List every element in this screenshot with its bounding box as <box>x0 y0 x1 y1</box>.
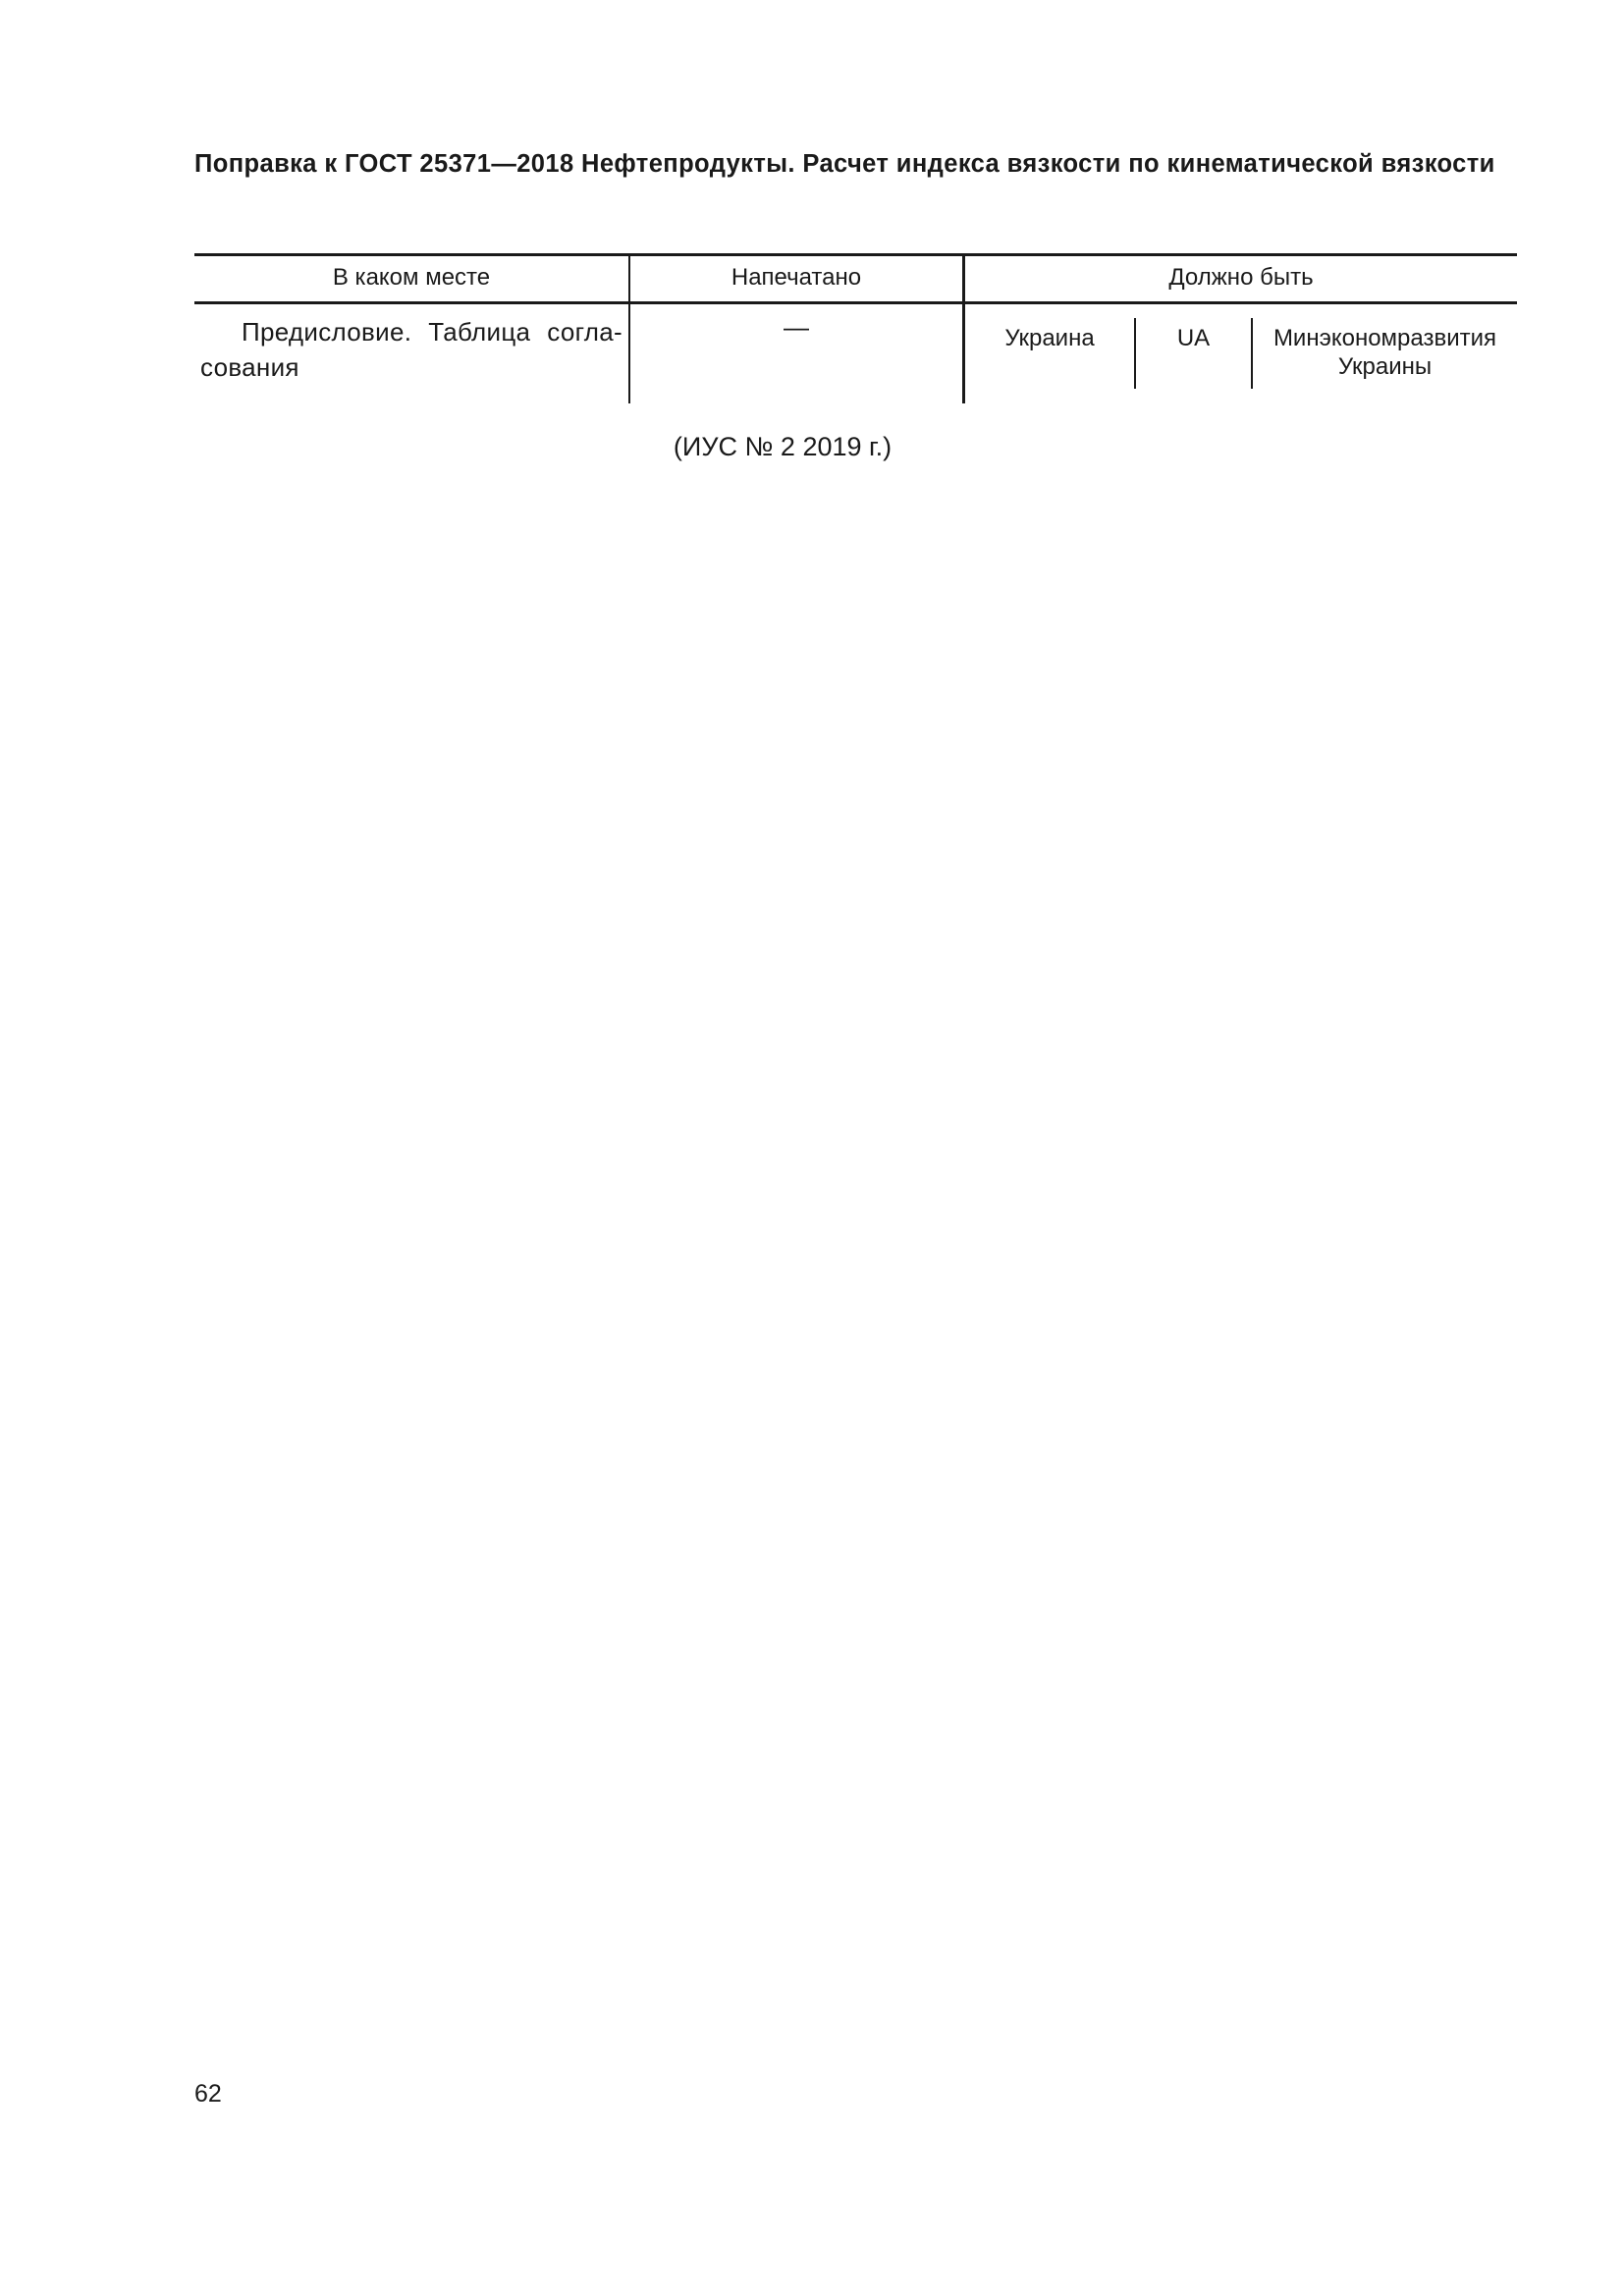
header-printed: Напечатано <box>731 264 862 291</box>
cell-agency: Минэкономразвития Украины <box>1272 325 1497 380</box>
header-place: В каком месте <box>332 264 491 291</box>
header-should-be: Должно быть <box>1168 264 1314 291</box>
table-header-rule <box>194 301 1517 304</box>
amendment-table <box>194 253 1517 403</box>
table-top-rule <box>194 253 1517 256</box>
cell-printed: — <box>784 312 809 342</box>
cell-country: Украина <box>1004 325 1095 351</box>
cell-place: Предисловие. Таблица согла-сования <box>200 317 623 382</box>
page-number: 62 <box>194 2080 222 2108</box>
ius-reference: (ИУС № 2 2019 г.) <box>673 432 893 461</box>
cell-country-code: UA <box>1176 325 1211 351</box>
amendment-title: Поправка к ГОСТ 25371—2018 Нефтепродукты. Расчет индекса вязкости по кинематической вязкости <box>194 150 1495 178</box>
